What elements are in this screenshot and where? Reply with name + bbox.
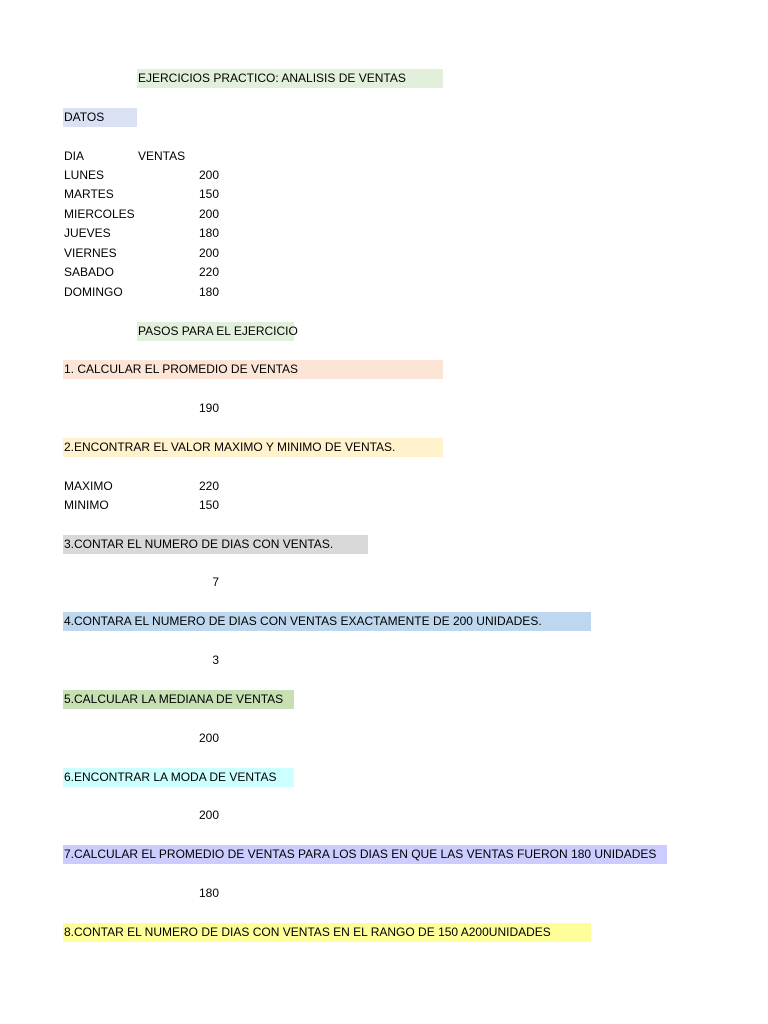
step-4-label: 4.CONTARA EL NUMERO DE DIAS CON VENTAS EXACTAMENTE DE 200 UNIDADES. [63, 612, 591, 631]
table-row-day: DOMINGO [64, 285, 123, 299]
header-ventas: VENTAS [138, 149, 186, 163]
table-row-value: 200 [198, 246, 219, 260]
table-row-value: 200 [198, 168, 219, 182]
step-1-result: 190 [198, 401, 219, 415]
table-row-day: MARTES [64, 187, 114, 201]
table-row-value: 220 [198, 265, 219, 279]
step-5-result: 200 [198, 731, 219, 745]
minimo-label: MINIMO [64, 498, 109, 512]
step-7-result: 180 [198, 886, 219, 900]
table-row-value: 180 [198, 285, 219, 299]
sheet-title: EJERCICIOS PRACTICO: ANALISIS DE VENTAS [137, 69, 443, 88]
step-8-label: 8.CONTAR EL NUMERO DE DIAS CON VENTAS EN EL RANGO DE 150 A200UNIDADES [63, 923, 591, 942]
step-7-label: 7.CALCULAR EL PROMEDIO DE VENTAS PARA LOS DIAS EN QUE LAS VENTAS FUERON 180 UNIDADES [63, 845, 667, 864]
table-row-day: SABADO [64, 265, 115, 279]
step-6-result: 200 [198, 808, 219, 822]
datos-label: DATOS [63, 108, 137, 127]
pasos-heading: PASOS PARA EL EJERCICIO [137, 322, 294, 341]
step-6-label: 6.ENCONTRAR LA MODA DE VENTAS [63, 768, 294, 787]
step-5-label: 5.CALCULAR LA MEDIANA DE VENTAS [63, 690, 294, 709]
table-row-day: JUEVES [64, 226, 111, 240]
table-row-day: MIERCOLES [64, 207, 135, 221]
step-2-label: 2.ENCONTRAR EL VALOR MAXIMO Y MINIMO DE VENTAS. [63, 438, 443, 457]
table-row-value: 150 [198, 187, 219, 201]
table-row-day: LUNES [64, 168, 105, 182]
minimo-value: 150 [198, 498, 219, 512]
table-row-value: 180 [198, 226, 219, 240]
step-3-result: 7 [212, 575, 219, 589]
table-row-day: VIERNES [64, 246, 117, 260]
maximo-value: 220 [198, 479, 219, 493]
step-1-label: 1. CALCULAR EL PROMEDIO DE VENTAS [63, 360, 443, 379]
table-row-value: 200 [198, 207, 219, 221]
step-4-result: 3 [212, 653, 219, 667]
header-dia: DIA [64, 149, 85, 163]
maximo-label: MAXIMO [64, 479, 113, 493]
step-3-label: 3.CONTAR EL NUMERO DE DIAS CON VENTAS. [63, 535, 368, 554]
